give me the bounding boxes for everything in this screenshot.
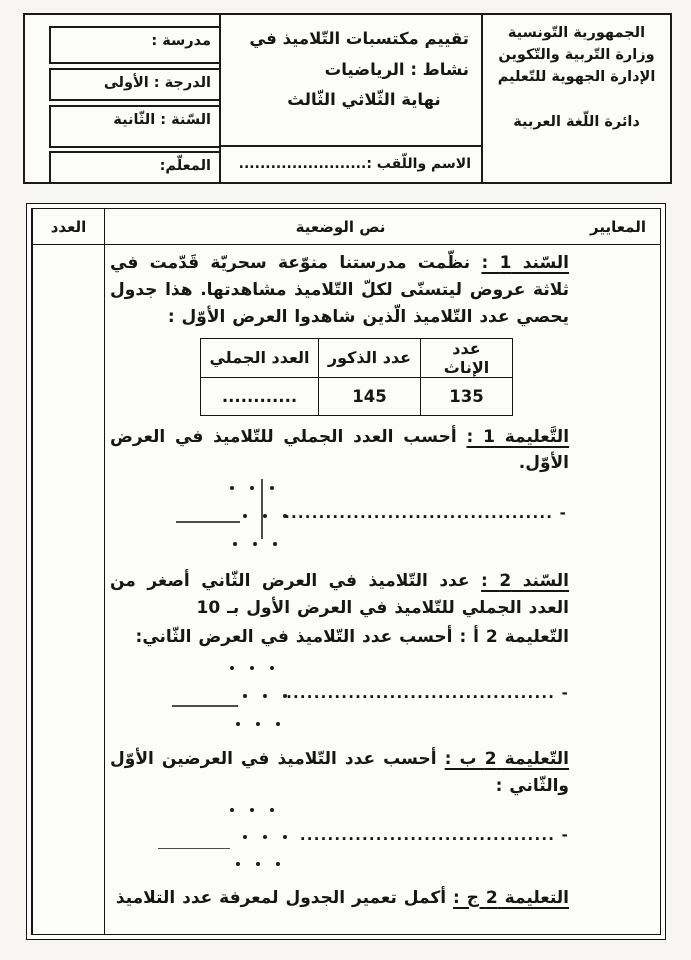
instruction-1-paragraph bbox=[110, 424, 569, 478]
main-table-frame bbox=[26, 203, 666, 940]
grade-field: الدرجة : الأولى bbox=[49, 68, 221, 101]
digit-dots-row bbox=[230, 666, 274, 670]
exam-title-box bbox=[219, 15, 481, 182]
gov-line-department: دائرة اللّغة العربية bbox=[513, 114, 640, 131]
result-line bbox=[176, 521, 240, 523]
main-table bbox=[31, 208, 661, 935]
females-count-value: 135 bbox=[421, 377, 513, 415]
males-count-value: 145 bbox=[319, 377, 421, 415]
student-name-line: الاسم واللّقب :........................ bbox=[221, 145, 481, 182]
total-count-header: العدد الجملي bbox=[201, 338, 319, 377]
instruction-2b-label: التّعليمة 2 ب : bbox=[444, 748, 570, 769]
support-2-paragraph bbox=[110, 568, 569, 622]
answer-dotted-line: - ....................................... bbox=[284, 504, 567, 523]
digit-dots-row bbox=[243, 514, 287, 518]
instruction-2c-text: أكمل تعمير الجدول لمعرفة عدد التلاميذ bbox=[115, 887, 447, 908]
instruction-2b-text: أحسب عدد التّلاميذ في العرضين الأوّل والثّاني : bbox=[110, 748, 569, 796]
teacher-field: المعلّم: bbox=[49, 151, 221, 184]
situation-column-header: نص الوضعية bbox=[104, 209, 576, 245]
answer-dotted-line: - ..................................... bbox=[299, 825, 569, 844]
exam-header-box bbox=[23, 13, 672, 184]
exam-title-line2: نشاط : الرياضيات bbox=[324, 59, 469, 79]
instruction-2a-label: التّعليمة 2 أ : bbox=[459, 627, 569, 648]
instruction-2c-label: التعليمة 2 ج : bbox=[453, 887, 569, 908]
support-1-text2: هذا جدول يحصي عدد التّلاميذ الّذين شاهدوا العرض الأوّل : bbox=[110, 279, 569, 327]
result-line bbox=[158, 848, 230, 850]
digit-dots-row bbox=[236, 722, 280, 726]
year-field: السّنة : الثّانية bbox=[49, 105, 221, 148]
attendance-data-table bbox=[200, 338, 513, 416]
instruction-2c-paragraph bbox=[110, 885, 569, 912]
result-line bbox=[172, 705, 238, 707]
score-column-empty-cell bbox=[32, 245, 104, 934]
exam-title bbox=[221, 15, 481, 116]
total-count-placeholder: ............ bbox=[201, 377, 319, 415]
females-count-header: عدد الإناث bbox=[421, 338, 513, 377]
gov-line-ministry: وزارة التّربية والتّكوين bbox=[498, 46, 655, 63]
support-1-paragraph bbox=[110, 250, 569, 331]
work-area-2 bbox=[110, 653, 569, 743]
school-info-column bbox=[25, 15, 223, 182]
digit-dots-row bbox=[233, 542, 277, 546]
exam-title-line1: تقييم مكتسبات التّلاميذ في bbox=[249, 29, 469, 48]
support-1-label: السّند 1 : bbox=[481, 253, 570, 273]
gov-line-republic: الجمهورية التّونسية bbox=[507, 25, 646, 41]
criteria-column-empty-cell bbox=[576, 245, 660, 934]
government-block bbox=[481, 15, 670, 182]
work-area-3 bbox=[110, 802, 569, 882]
data-table-value-row bbox=[201, 377, 513, 415]
instruction-2a-text: أحسب عدد التّلاميذ في العرض الثّاني: bbox=[135, 627, 453, 648]
instruction-2a-paragraph bbox=[110, 624, 569, 651]
school-field: مدرسة : bbox=[49, 26, 221, 64]
digit-dots-row bbox=[230, 486, 274, 490]
digit-dots-row bbox=[243, 835, 287, 839]
digit-dots-row bbox=[243, 694, 287, 698]
support-2-text: عدد التّلاميذ في العرض الثّاني أصغر من العدد الجملي للتّلاميذ في العرض الأول بـ 10 bbox=[110, 571, 569, 619]
instruction-1-label: التَّعليمة 1 : bbox=[466, 426, 570, 447]
instruction-2b-paragraph bbox=[110, 746, 569, 800]
gov-line-regional: الإدارة الجهوية للتّعليم bbox=[497, 68, 656, 85]
digit-dots-row bbox=[230, 808, 274, 812]
data-table-header-row bbox=[201, 338, 513, 377]
answer-dotted-line: - ....................................... bbox=[286, 683, 569, 702]
instruction-1-text: أحسب العدد الجملي للتّلاميذ في العرض الأوّل. bbox=[110, 426, 569, 474]
situation-content-cell bbox=[104, 245, 576, 934]
support-1-text: نظّمت مدرستنا منوّعة سحريّة قَدّمت في ثلاثة عروض ليتسنّى لكلّ التّلاميذ مشاهدتها. bbox=[110, 253, 569, 300]
support-2-label: السّند 2 : bbox=[481, 571, 569, 592]
digit-dots-row bbox=[236, 862, 280, 866]
criteria-column-header: المعايير bbox=[576, 209, 660, 245]
exam-title-line3: نهاية الثّلاثي الثّالث bbox=[287, 90, 441, 110]
score-column-header: العدد bbox=[32, 209, 104, 245]
work-area-1 bbox=[110, 479, 569, 565]
males-count-header: عدد الذكور bbox=[319, 338, 421, 377]
